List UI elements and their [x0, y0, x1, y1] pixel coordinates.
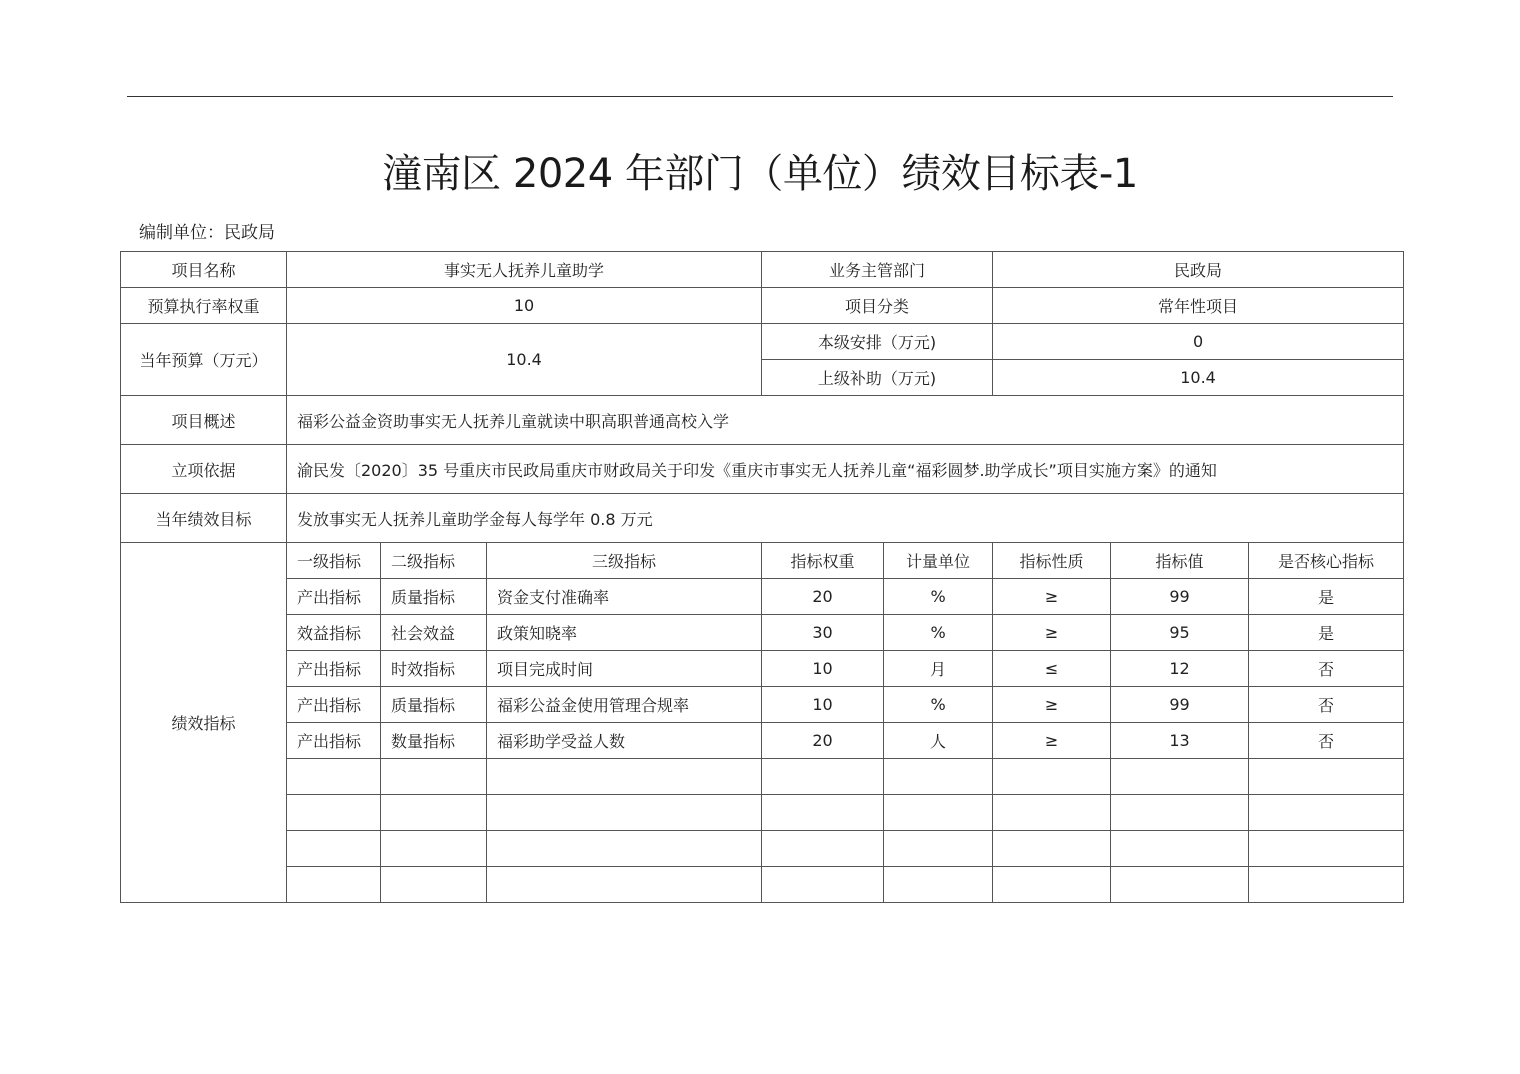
empty-cell — [762, 759, 884, 795]
header-nature: 指标性质 — [993, 543, 1111, 579]
cell-value: 12 — [1111, 651, 1249, 687]
cell-level1: 产出指标 — [287, 651, 381, 687]
compiling-unit: 编制单位：民政局 — [139, 223, 275, 243]
header-unit: 计量单位 — [884, 543, 993, 579]
empty-cell — [762, 831, 884, 867]
cell-weight: 20 — [762, 723, 884, 759]
row-budget-weight — [121, 288, 1404, 324]
cell-value: 13 — [1111, 723, 1249, 759]
empty-cell — [1249, 867, 1404, 903]
cell-nature: ≥ — [993, 579, 1111, 615]
empty-cell — [381, 795, 487, 831]
table-row — [121, 687, 1404, 723]
empty-cell — [762, 795, 884, 831]
cell-core: 否 — [1249, 651, 1404, 687]
cell-weight: 20 — [762, 579, 884, 615]
project-name-value: 事实无人抚养儿童助学 — [287, 252, 762, 288]
empty-cell — [1111, 867, 1249, 903]
cell-nature: ≥ — [993, 615, 1111, 651]
basis-value: 渝民发〔2020〕35 号重庆市民政局重庆市财政局关于印发《重庆市事实无人抚养儿童“福彩圆梦.助学成长”项目实施方案》的通知 — [287, 445, 1404, 494]
cell-weight: 10 — [762, 687, 884, 723]
category-value: 常年性项目 — [993, 288, 1404, 324]
header-weight: 指标权重 — [762, 543, 884, 579]
dept-label: 业务主管部门 — [762, 252, 993, 288]
local-arrangement-label: 本级安排（万元) — [762, 324, 993, 360]
empty-cell — [884, 759, 993, 795]
empty-cell — [1111, 795, 1249, 831]
cell-level3: 福彩助学受益人数 — [487, 723, 762, 759]
table-row — [121, 723, 1404, 759]
header-level3: 三级指标 — [487, 543, 762, 579]
indicator-header-row — [121, 543, 1404, 579]
header-level2: 二级指标 — [381, 543, 487, 579]
cell-level2: 社会效益 — [381, 615, 487, 651]
performance-goal-table — [120, 251, 1404, 903]
empty-cell — [993, 831, 1111, 867]
overview-label: 项目概述 — [121, 396, 287, 445]
cell-unit: % — [884, 615, 993, 651]
header-level1: 一级指标 — [287, 543, 381, 579]
cell-unit: % — [884, 579, 993, 615]
row-overview — [121, 396, 1404, 445]
annual-budget-value: 10.4 — [287, 324, 762, 396]
header-value: 指标值 — [1111, 543, 1249, 579]
cell-level2: 时效指标 — [381, 651, 487, 687]
cell-level3: 政策知晓率 — [487, 615, 762, 651]
superior-subsidy-value: 10.4 — [993, 360, 1404, 396]
basis-label: 立项依据 — [121, 445, 287, 494]
cell-core: 是 — [1249, 579, 1404, 615]
empty-cell — [884, 795, 993, 831]
empty-cell — [487, 759, 762, 795]
local-arrangement-value: 0 — [993, 324, 1404, 360]
cell-value: 99 — [1111, 687, 1249, 723]
empty-row — [121, 759, 1404, 795]
cell-weight: 10 — [762, 651, 884, 687]
row-project-name — [121, 252, 1404, 288]
cell-level3: 福彩公益金使用管理合规率 — [487, 687, 762, 723]
row-annual-budget — [121, 324, 1404, 360]
empty-cell — [287, 795, 381, 831]
empty-cell — [381, 759, 487, 795]
empty-cell — [287, 759, 381, 795]
row-annual-goal — [121, 494, 1404, 543]
cell-value: 99 — [1111, 579, 1249, 615]
empty-cell — [287, 831, 381, 867]
cell-unit: 月 — [884, 651, 993, 687]
budget-weight-label: 预算执行率权重 — [121, 288, 287, 324]
empty-cell — [993, 867, 1111, 903]
cell-level1: 效益指标 — [287, 615, 381, 651]
table-row — [121, 615, 1404, 651]
cell-core: 是 — [1249, 615, 1404, 651]
header-rule — [127, 96, 1393, 97]
annual-goal-label: 当年绩效目标 — [121, 494, 287, 543]
cell-level1: 产出指标 — [287, 579, 381, 615]
cell-level1: 产出指标 — [287, 687, 381, 723]
empty-cell — [1111, 759, 1249, 795]
indicators-section-label: 绩效指标 — [121, 543, 287, 903]
empty-row — [121, 795, 1404, 831]
empty-cell — [1249, 759, 1404, 795]
cell-core: 否 — [1249, 723, 1404, 759]
empty-row — [121, 831, 1404, 867]
empty-cell — [1111, 831, 1249, 867]
cell-level2: 数量指标 — [381, 723, 487, 759]
dept-value: 民政局 — [993, 252, 1404, 288]
cell-level3: 资金支付准确率 — [487, 579, 762, 615]
empty-cell — [884, 831, 993, 867]
empty-cell — [1249, 795, 1404, 831]
cell-core: 否 — [1249, 687, 1404, 723]
cell-nature: ≥ — [993, 687, 1111, 723]
cell-level1: 产出指标 — [287, 723, 381, 759]
cell-level3: 项目完成时间 — [487, 651, 762, 687]
superior-subsidy-label: 上级补助（万元) — [762, 360, 993, 396]
table-row — [121, 651, 1404, 687]
empty-cell — [762, 867, 884, 903]
empty-cell — [381, 831, 487, 867]
annual-budget-label: 当年预算（万元） — [121, 324, 287, 396]
cell-value: 95 — [1111, 615, 1249, 651]
empty-cell — [884, 867, 993, 903]
cell-nature: ≥ — [993, 723, 1111, 759]
empty-cell — [487, 831, 762, 867]
header-core: 是否核心指标 — [1249, 543, 1404, 579]
category-label: 项目分类 — [762, 288, 993, 324]
cell-level2: 质量指标 — [381, 579, 487, 615]
cell-weight: 30 — [762, 615, 884, 651]
project-name-label: 项目名称 — [121, 252, 287, 288]
row-basis — [121, 445, 1404, 494]
empty-cell — [993, 759, 1111, 795]
page-title: 潼南区 2024 年部门（单位）绩效目标表-1 — [382, 151, 1138, 197]
overview-value: 福彩公益金资助事实无人抚养儿童就读中职高职普通高校入学 — [287, 396, 1404, 445]
empty-cell — [487, 867, 762, 903]
annual-goal-value: 发放事实无人抚养儿童助学金每人每学年 0.8 万元 — [287, 494, 1404, 543]
budget-weight-value: 10 — [287, 288, 762, 324]
cell-unit: 人 — [884, 723, 993, 759]
table-row — [121, 579, 1404, 615]
empty-cell — [487, 795, 762, 831]
empty-cell — [993, 795, 1111, 831]
empty-cell — [287, 867, 381, 903]
cell-level2: 质量指标 — [381, 687, 487, 723]
cell-unit: % — [884, 687, 993, 723]
empty-row — [121, 867, 1404, 903]
empty-cell — [1249, 831, 1404, 867]
cell-nature: ≤ — [993, 651, 1111, 687]
empty-cell — [381, 867, 487, 903]
